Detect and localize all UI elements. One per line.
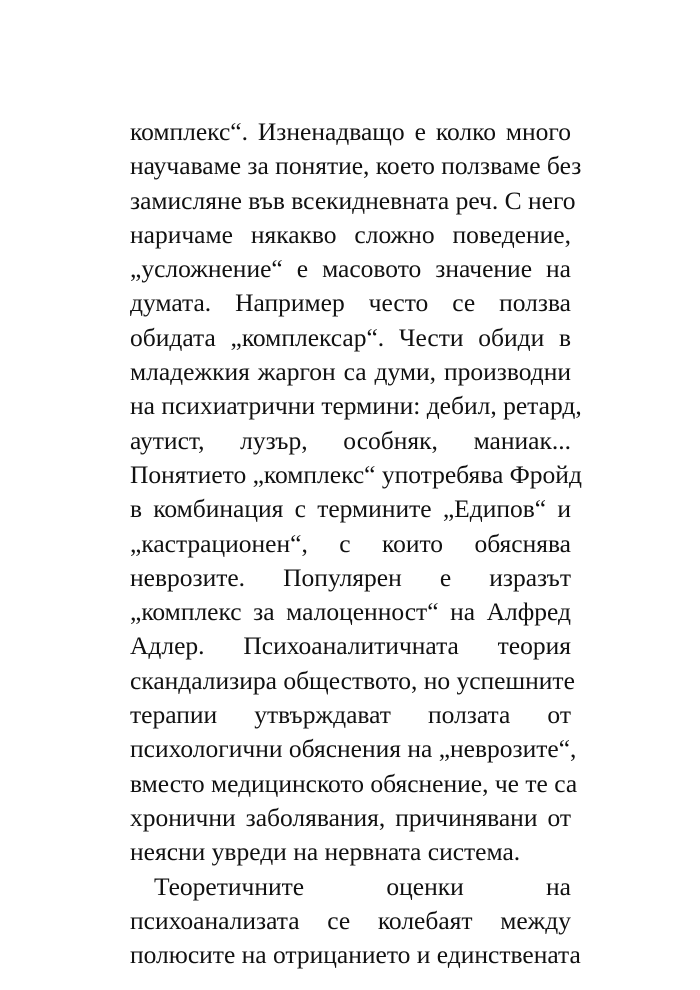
text-line: Теоретичните оценки на: [154, 871, 571, 901]
text-line: комплекс“. Изненадващо е колко много: [130, 117, 571, 146]
text-line: аутист, лузър, особняк, маниак...: [130, 425, 571, 455]
text-line: скандализира обществото, но успешните: [130, 665, 575, 695]
text-line: думата. Например често се ползва: [130, 288, 571, 318]
text-line: психоанализата се колебаят между: [130, 905, 571, 935]
text-line: наричаме някакво сложно поведение,: [130, 219, 571, 249]
text-line: „усложнение“ е масовото значение на: [130, 254, 571, 284]
text-line: „кастрационен“, с които обяснява: [130, 528, 571, 558]
text-line: Адлер. Психоаналитичната теория: [130, 631, 571, 661]
body-text: [130, 115, 582, 972]
text-line: в комбинация с термините „Едипов“ и: [130, 494, 571, 524]
text-line: замисляне във всекидневната реч. С него: [130, 185, 576, 215]
text-line: хронични заболявания, причинявани от: [130, 802, 571, 832]
text-line: неясни увреди на нервната система.: [130, 837, 521, 867]
text-line: обидата „комплексар“. Чести обиди в: [130, 322, 571, 352]
text-line: научаваме за понятие, което ползваме без: [130, 151, 582, 181]
text-line: на психиатрични термини: дебил, ретард,: [130, 391, 582, 421]
text-line: Понятието „комплекс“ употребява Фройд: [130, 459, 582, 489]
text-line: „комплекс за малоценност“ на Алфред: [130, 597, 571, 627]
text-line: неврозите. Популярен е изразът: [130, 562, 571, 592]
text-line: психологични обяснения на „неврозите“,: [130, 734, 577, 764]
text-line: младежкия жаргон са думи, производни: [130, 357, 571, 387]
text-line: вместо медицинското обяснение, че те са: [130, 768, 578, 798]
text-line: полюсите на отрицанието и единствената: [130, 940, 581, 970]
text-line: терапии утвърждават ползата от: [130, 700, 571, 730]
